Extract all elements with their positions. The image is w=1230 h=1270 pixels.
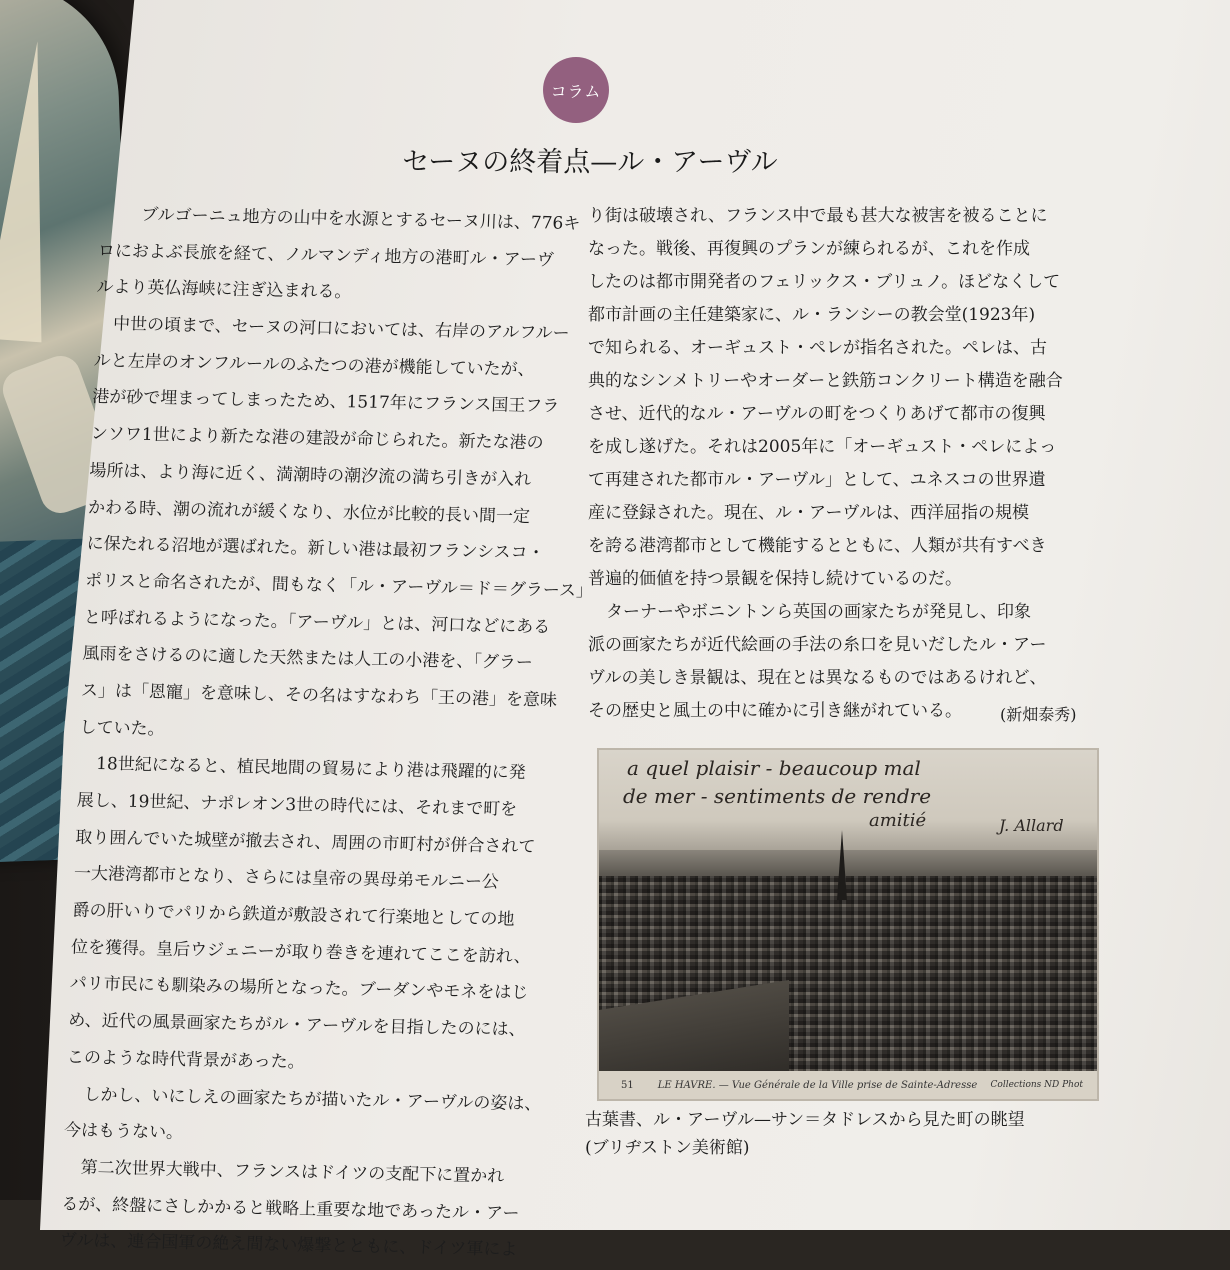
author-credit: (新畑泰秀) (1000, 705, 1077, 724)
postcard-handwriting: amitié (869, 810, 927, 831)
page-title: セーヌの終着点—ル・アーヴル (402, 147, 778, 178)
text-line: 一大港湾都市となり、さらには皇帝の異母弟モルニー公 (73, 863, 500, 893)
right-text-column (588, 200, 1108, 728)
text-line: ルより英仏海峡に注ぎ込まれる。 (96, 277, 352, 303)
text-line: ス」は「恩寵」を意味し、その名はすなわち「王の港」を意味 (80, 680, 558, 711)
text-line: しかし、いにしえの画家たちが描いたル・アーヴルの姿は、 (83, 1084, 542, 1114)
text-line: かわる時、潮の流れが緩くなり、水位が比較的長い間一定 (87, 497, 531, 527)
postcard-church-spire (837, 830, 847, 900)
text-line: ヴルの美しき景観は、現在とは異なるものではあるけれど、 (588, 668, 1047, 688)
text-line: させ、近代的なル・アーヴルの町をつくりあげて都市の復興 (588, 404, 1046, 424)
text-line: るが、終盤にさしかかると戦略上重要な地であったル・アー (60, 1193, 520, 1224)
text-line: 派の画家たちが近代絵画の手法の糸口を見いだしたル・アー (588, 635, 1047, 655)
postcard-printed-caption: LE HAVRE. — Vue Générale de la Ville prise de Sainte-Adresse (657, 1079, 978, 1091)
postcard-image (597, 748, 1099, 1101)
text-line: て再建された都市ル・アーヴル」として、ユネスコの世界遺 (588, 470, 1046, 490)
text-line: 展し、19世紀、ナポレオン3世の時代には、それまで町を (76, 790, 518, 820)
text-line: なった。戦後、再復興のプランが練られるが、これを作成 (588, 239, 1030, 259)
postcard-handwriting: de mer - sentiments de rendre (623, 784, 932, 808)
column-badge (543, 57, 609, 123)
text-line: ロにおよぶ長旅を経て、ノルマンディ地方の港町ル・アーヴ (97, 240, 555, 271)
text-line: 典的なシンメトリーやオーダーと鉄筋コンクリート構造を融合 (588, 371, 1063, 391)
text-line: ターナーやボニントンら英国の画家たちが発見し、印象 (606, 602, 1031, 622)
text-line: ンソワ1世により新たな港の建設が命じられた。新たな港の (90, 423, 544, 454)
caption-line: 古葉書、ル・アーヴル—サン＝タドレスから見た町の眺望 (585, 1110, 1025, 1130)
text-line: で知られる、オーギュスト・ペレが指名された。ペレは、古 (588, 338, 1047, 358)
text-line: このような時代背景があった。 (66, 1047, 306, 1073)
painted-sail (0, 39, 62, 342)
text-line: 爵の肝いりでパリから鉄道が敷設されて行楽地としての地 (72, 900, 515, 930)
left-text-column (59, 196, 594, 1269)
text-line: したのは都市開発者のフェリックス・ブリュノ。ほどなくして (588, 272, 1061, 292)
text-line: ヴルは、連合国軍の絶え間ない爆撃とともに、ドイツ軍によ (59, 1230, 518, 1261)
text-line: 今はもうない。 (63, 1120, 184, 1144)
postcard-handwriting: a quel plaisir - beaucoup mal (627, 756, 921, 780)
text-line: ルと左岸のオンフルールのふたつの港が機能していたが、 (93, 350, 535, 380)
text-line: を誇る港湾都市として機能するとともに、人類が共有すべき (588, 536, 1047, 556)
text-line: を成し遂げた。それは2005年に「オーギュスト・ペレによっ (588, 437, 1057, 457)
text-line: 産に登録された。現在、ル・アーヴルは、西洋屈指の規模 (588, 503, 1029, 523)
column-badge-label: コラム (550, 81, 602, 101)
text-line: り街は破壊され、フランス中で最も甚大な被害を被ることに (588, 206, 1048, 226)
text-line: その歴史と風土の中に確かに引き継がれている。 (588, 701, 962, 721)
text-line: 位を獲得。皇后ウジェニーが取り巻きを連れてここを訪れ、 (70, 937, 532, 967)
text-line: 都市計画の主任建築家に、ル・ランシーの教会堂(1923年) (588, 305, 1036, 325)
text-line: ブルゴーニュ地方の山中を水源とするセーヌ川は、776キ (140, 204, 581, 235)
text-line: 中世の頃まで、セーヌの河口においては、右岸のアルフルー (112, 314, 570, 344)
postcard-number: 51 (621, 1079, 634, 1091)
image-caption (585, 1106, 1025, 1162)
postcard-caption-bar (599, 1071, 1097, 1099)
caption-line: (ブリヂストン美術館) (585, 1138, 750, 1158)
text-line: に保たれる沼地が選ばれた。新しい港は最初フランシスコ・ (86, 533, 545, 564)
text-line: 第二次世界大戦中、フランスはドイツの支配下に置かれ (80, 1157, 505, 1187)
postcard-sea (599, 850, 1097, 876)
text-line: 場所は、より海に近く、満潮時の潮汐流の満ち引きが入れ (89, 460, 532, 490)
postcard-publisher: Collections ND Phot (990, 1080, 1083, 1090)
postcard-handwriting: J. Allard (999, 816, 1064, 835)
text-line: と呼ばれるようになった。「アーヴル」とは、河口などにある (83, 607, 551, 638)
text-line: め、近代の風景画家たちがル・アーヴルを目指したのには、 (67, 1010, 526, 1041)
text-line: 取り囲んでいた城壁が撤去され、周囲の市町村が併合されて (74, 827, 536, 857)
text-line: 港が砂で埋まってしまったため、1517年にフランス国王フラ (91, 387, 560, 418)
text-line: 風雨をさけるのに適した天然または人工の小港を、「グラー (82, 643, 534, 674)
text-line: 普遍的価値を持つ景観を保持し続けているのだ。 (588, 569, 962, 589)
text-line: していた。 (79, 717, 165, 740)
text-line: ポリスと命名されたが、間もなく「ル・アーヴル＝ド＝グラース」 (84, 570, 594, 602)
text-line: パリ市民にも馴染みの場所となった。ブーダンやモネをはじ (69, 973, 529, 1004)
text-line: 18世紀になると、植民地間の貿易により港は飛躍的に発 (95, 754, 527, 784)
